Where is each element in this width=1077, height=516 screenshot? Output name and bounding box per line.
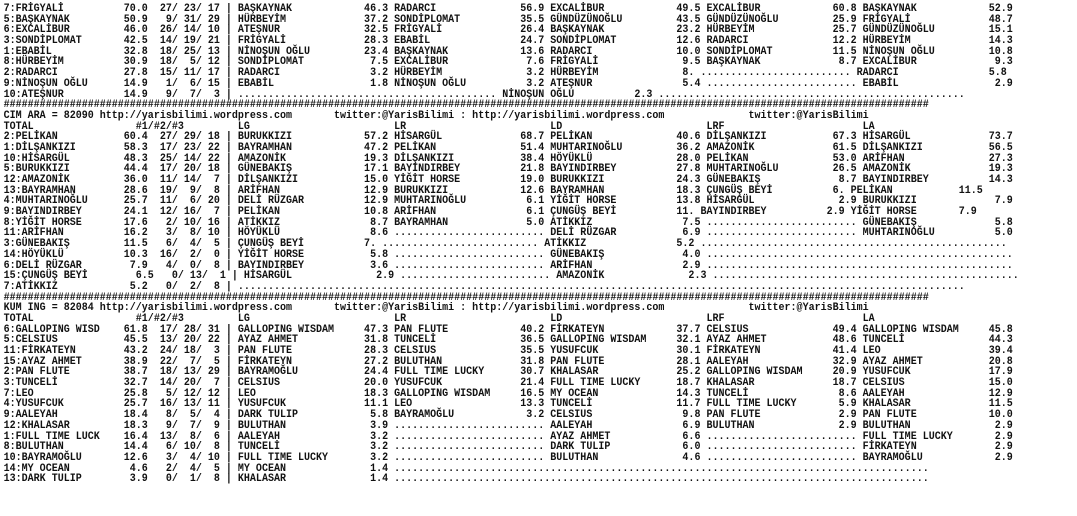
table-row: 1:DİLŞANKIZI 58.3 17/ 23/ 22 | BAYRAMHAN 47.2 PELİKAN 51.4 MUHTARINOĞLU 36.2 AMAZONİK 61.5 DİLŞANKIZI 56.5: [3, 141, 1013, 154]
table-row: 6:EXCALİBUR 46.0 26/ 14/ 10 | ATEŞNUR 32.5 FRİGYALİ 26.4 BAŞKAYNAK 23.2 HÜRBEYİM 25.7 GÜNDÜZÜNOĞLU 15.1: [3, 24, 1013, 37]
table-row: 13:BAYRAMHAN 28.6 19/ 9/ 8 | ARİFHAN 12.9 BURUKKIZI 12.6 BAYRAMHAN 18.3 ÇUNGÜŞ BEYİ 6. PELİKAN 11.5: [3, 184, 983, 197]
table-row: 11:ARİFHAN 16.2 3/ 8/ 10 | HÖYÜKLÜ 8.6 ......................... DELİ RÜZGAR 6.9 ......................... MUHTARINOĞLU 5.0: [3, 227, 1013, 240]
table-row: 13:DARK TULIP 3.9 0/ 1/ 8 | KHALASAR 1.4 .........................................................................................: [3, 473, 929, 486]
section-divider: ##########################################################################################################################################################: [3, 99, 929, 112]
table-row: 2:RADARCI 27.8 15/ 11/ 17 | RADARCI 3.2 HÜRBEYİM 3.2 HÜRBEYİM 8. ......................... RADARCI 5.8: [3, 67, 1007, 80]
column-header-row: TOTAL #1/#2/#3 LG LR LD LRF LA: [3, 120, 875, 133]
table-row: 7:FRİGYALİ 70.0 27/ 23/ 17 | BAŞKAYNAK 46.3 RADARCI 56.9 EXCALİBUR 49.5 EXCALİBUR 60.8 BAŞKAYNAK 52.9: [3, 3, 1013, 15]
table-row: 9:NİNOŞUN OĞLU 14.9 1/ 6/ 15 | EBABİL 1.8 NİNOŞUN OĞLU 3.2 ATEŞNUR 5.4 ......................... EBABİL 2.9: [3, 77, 1013, 90]
table-row: 6:GALLOPING WISD 61.8 17/ 28/ 31 | GALLOPING WISDAM 47.3 PAN FLUTE 40.2 FİRKATEYN 37.7 CELSIUS 49.4 GALLOPING WISDAM 45.8: [3, 323, 1013, 336]
table-row: 4:YUSUFCUK 25.7 16/ 13/ 11 | YUSUFCUK 11.1 LEO 13.3 TUNCELİ 11.7 FULL TIME LUCKY 5.9 KHALASAR 11.5: [3, 398, 1013, 411]
table-row: 2:PELİKAN 60.4 27/ 29/ 18 | BURUKKIZI 57.2 HİSARGÜL 68.7 PELİKAN 40.6 DİLŞANKIZI 67.3 HİSARGÜL 73.7: [3, 131, 1013, 144]
table-row: 11:FİRKATEYN 43.2 24/ 18/ 3 | PAN FLUTE 28.3 CELSIUS 35.5 YUSUFCUK 30.1 FİRKATEYN 41.4 LEO 39.4: [3, 345, 1013, 357]
table-row: 8:HÜRBEYİM 30.9 18/ 5/ 12 | SONDİPLOMAT 7.5 EXCALİBUR 7.6 FRİGYALİ 9.5 BAŞKAYNAK 8.7 EXCALİBUR 9.3: [3, 56, 1013, 69]
table-row: 10:HİSARGÜL 48.3 25/ 14/ 22 | AMAZONİK 19.3 DİLŞANKIZI 38.4 HÖYÜKLÜ 28.0 PELİKAN 53.0 ARİFHAN 27.3: [3, 152, 1013, 165]
race-header-line: KUM ING = 82084 http://yarisbilimi.wordpress.com twitter:@YarisBilimi : http://yarisbilimi.wordpress.com twitter:@YarisBilimi: [3, 302, 869, 315]
table-row: 15:ÇUNGÜŞ BEYİ 6.5 0/ 13/ 1 | HİSARGÜL 2.9 ......................... AMAZONİK 2.3 ...................................................: [3, 270, 1019, 283]
table-row: 4:MUHTARINOĞLU 25.7 11/ 6/ 20 | DELİ RÜZGAR 12.9 MUHTARINOĞLU 6.1 YİĞİT HORSE 13.8 HİSARGÜL 2.9 BURUKKIZI 7.9: [3, 195, 1013, 208]
table-row: 15:AYAZ AHMET 38.9 22/ 7/ 5 | FİRKATEYN 27.2 BULUTHAN 31.8 PAN FLUTE 28.1 AALEYAH 32.9 AYAZ AHMET 20.8: [3, 355, 1013, 368]
table-row: 10:ATEŞNUR 14.9 9/ 7/ 3 | ........................................... NİNOŞUN OĞLU 2.3 ...................................................: [3, 88, 965, 101]
table-row: 9:BAYINDIRBEY 24.1 12/ 16/ 7 | PELİKAN 10.8 ARİFHAN 6.1 ÇUNGÜŞ BEYİ 11. BAYINDIRBEY 2.9 YİĞİT HORSE 7.9: [3, 206, 977, 219]
table-row: 3:TUNCELİ 32.7 14/ 20/ 7 | CELSIUS 20.0 YUSUFCUK 21.4 FULL TIME LUCKY 18.7 KHALASAR 18.7 CELSIUS 15.0: [3, 377, 1013, 390]
table-row: 8:BULUTHAN 14.4 6/ 10/ 8 | TUNCELİ 3.2 ......................... DARK TULIP 6.0 ......................... FİRKATEYN 2.9: [3, 441, 1013, 454]
table-row: 6:DELİ RÜZGAR 7.9 4/ 0/ 8 | BAYINDIRBEY 3.6 ......................... ARİFHAN 2.9 ...................................................: [3, 259, 1013, 272]
section-divider: ##########################################################################################################################################################: [3, 291, 929, 304]
column-header-row: TOTAL #1/#2/#3 LG LR LD LRF LA: [3, 312, 875, 325]
race-header-line: CIM ARA = 82090 http://yarisbilimi.wordpress.com twitter:@YarisBilimi : http://yarisbilimi.wordpress.com twitter:@YarisBilimi: [3, 109, 869, 122]
table-row: 1:FULL TIME LUCK 16.4 13/ 8/ 6 | AALEYAH 3.2 ......................... AYAZ AHMET 6.6 ......................... FULL TIME LUCKY 2.9: [3, 430, 1013, 443]
table-row: 14:HÖYÜKLÜ 10.3 16/ 2/ 0 | YİĞİT HORSE 5.8 ......................... GÜNEBAKIŞ 4.0 ...................................................: [3, 248, 1013, 261]
table-row: 5:BURUKKIZI 44.4 17/ 20/ 18 | GÜNEBAKIŞ 17.1 BAYINDIRBEY 21.8 BAYINDIRBEY 27.8 MUHTARINOĞLU 26.5 AMAZONİK 19.3: [3, 163, 1013, 176]
table-row: 7:ATİKKIZ 5.2 0/ 2/ 8 | .........................................................................................................................: [3, 280, 965, 293]
table-row: 10:BAYRAMOĞLU 12.6 3/ 4/ 10 | FULL TIME LUCKY 3.2 ......................... BULUTHAN 4.6 ......................... BAYRAMOĞLU 2.9: [3, 451, 1013, 464]
table-row: 1:EBABİL 32.8 18/ 25/ 13 | NİNOŞUN OĞLU 23.4 BAŞKAYNAK 13.6 RADARCI 10.0 SONDİPLOMAT 11.5 NİNOŞUN OĞLU 10.8: [3, 45, 1013, 58]
table-row: 3:SONDİPLOMAT 42.5 14/ 19/ 21 | FRİGYALİ 28.3 EBABİL 24.7 SONDİPLOMAT 12.6 RADARCI 12.2 HÜRBEYİM 14.3: [3, 35, 1013, 48]
table-row: 8:YİĞİT HORSE 17.6 2/ 10/ 16 | ATİKKIZ 8.7 BAYRAMHAN 5.0 ATİKKIZ 7.5 ......................... GÜNEBAKIŞ 5.8: [3, 216, 1013, 229]
table-row: 9:AALEYAH 18.4 8/ 5/ 4 | DARK TULIP 5.8 BAYRAMOĞLU 3.2 CELSIUS 9.8 PAN FLUTE 2.9 PAN FLUTE 10.0: [3, 409, 1013, 422]
table-row: 14:MY OCEAN 4.6 2/ 4/ 5 | MY OCEAN 1.4 .........................................................................................: [3, 462, 929, 475]
table-row: 2:PAN FLUTE 38.7 18/ 13/ 29 | BAYRAMOĞLU 24.4 FULL TIME LUCKY 30.7 KHALASAR 25.2 GALLOPING WISDAM 20.9 YUSUFCUK 17.9: [3, 366, 1013, 379]
table-row: 7:LEO 25.8 5/ 12/ 12 | LEO 18.3 GALLOPING WISDAM 16.5 MY OCEAN 14.3 TUNCELİ 8.6 AALEYAH 12.9: [3, 387, 1013, 400]
table-row: 5:CELSIUS 45.5 13/ 20/ 22 | AYAZ AHMET 31.8 TUNCELİ 36.5 GALLOPING WISDAM 32.1 AYAZ AHMET 48.6 TUNCELİ 44.3: [3, 334, 1013, 347]
table-row: 5:BAŞKAYNAK 50.9 9/ 31/ 29 | HÜRBEYİM 37.2 SONDİPLOMAT 35.5 GÜNDÜZÜNOĞLU 43.5 GÜNDÜZÜNOĞLU 25.9 FRİGYALİ 48.7: [3, 13, 1013, 26]
table-row: 12:KHALASAR 18.3 9/ 7/ 9 | BULUTHAN 3.9 ......................... AALEYAH 6.9 BULUTHAN 2.9 BULUTHAN 2.9: [3, 419, 1013, 432]
table-row: 12:AMAZONİK 36.0 11/ 14/ 7 | DİLŞANKIZI 15.0 YİĞİT HORSE 19.0 BURUKKIZI 24.3 GÜNEBAKIŞ 8.7 BAYINDIRBEY 14.3: [3, 174, 1013, 186]
table-row: 3:GÜNEBAKIŞ 11.5 6/ 4/ 5 | ÇUNGÜŞ BEYİ 7. .......................... ATİKKIZ 5.2 ...................................................: [3, 238, 1007, 251]
